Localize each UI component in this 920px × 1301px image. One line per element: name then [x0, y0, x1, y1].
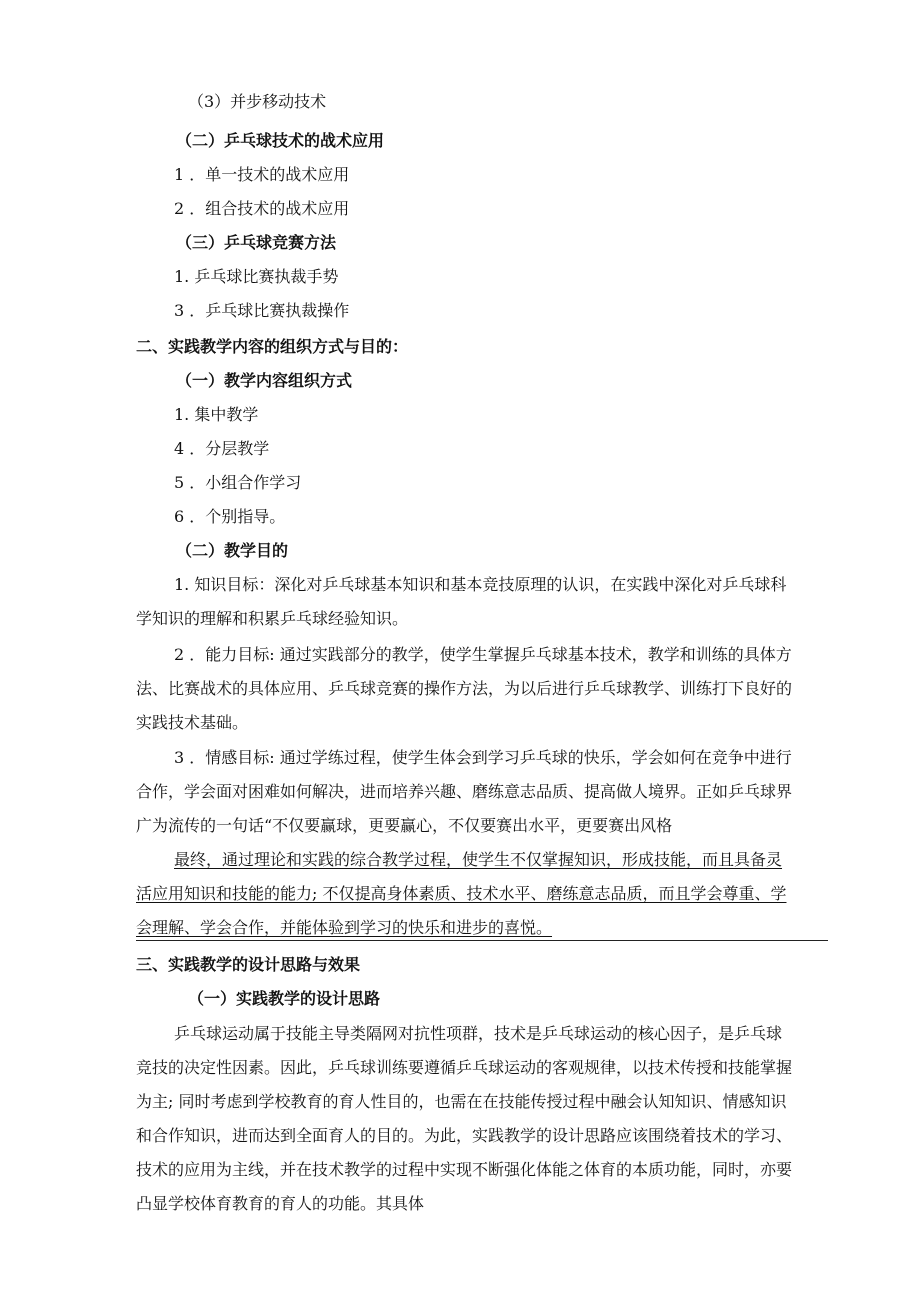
- list-item: 5 ．小组合作学习: [174, 473, 302, 492]
- paragraph-line: 2 ．能力目标: 通过实践部分的教学，使学生掌握乒乓球基本技术，教学和训练的具体方: [174, 645, 792, 664]
- paragraph-line: 凸显学校体育教育的育人的功能。其具体: [136, 1194, 425, 1213]
- paragraph-line: 3 ．情感目标: 通过学练过程，使学生体会到学习乒乓球的快乐，学会如何在竞争中进行: [174, 748, 792, 767]
- section-heading-2: 二、实践教学内容的组织方式与目的：: [136, 337, 409, 356]
- summary-paragraph-line: 会理解、学会合作，并能体验到学习的快乐和进步的喜悦。: [136, 918, 553, 937]
- paragraph-line: 为主; 同时考虑到学校教育的育人性目的，也需在在技能传授过程中融会认知知识、情感知识: [136, 1092, 787, 1111]
- list-item: 2 ．组合技术的战术应用: [174, 199, 350, 218]
- summary-paragraph-line: 最终，通过理论和实践的综合教学过程，使学生不仅掌握知识，形成技能，而且具备灵: [174, 850, 783, 869]
- paragraph-line: 竞技的决定性因素。因此，乒乓球训练要遵循乒乓球运动的客观规律，以技术传授和技能掌握: [136, 1058, 793, 1077]
- horizontal-divider: [136, 940, 828, 941]
- paragraph-line: 学知识的理解和积累乒乓球经验知识。: [136, 609, 409, 628]
- list-item: 4 ．分层教学: [174, 439, 270, 458]
- subsection-heading-design: （一）实践教学的设计思路: [188, 989, 381, 1008]
- section-heading-3: 三、实践教学的设计思路与效果: [136, 955, 361, 974]
- paragraph-line: 和合作知识，进而达到全面育人的目的。为此，实践教学的设计思路应该围绕着技术的学习、: [136, 1126, 793, 1145]
- subsection-heading-organization: （一）教学内容组织方式: [176, 371, 353, 390]
- subsection-heading-tactics: （二）乒乓球技术的战术应用: [176, 131, 385, 150]
- paragraph-line: 合作，学会面对困难如何解决，进而培养兴趣、磨练意志品质、提高做人境界。正如乒乓球界: [136, 782, 793, 801]
- summary-paragraph-line: 活应用知识和技能的能力; 不仅提高身体素质、技术水平、磨练意志品质，而且学会尊重、学: [136, 884, 787, 903]
- list-item: 3 ．乒乓球比赛执裁操作: [174, 301, 350, 320]
- list-item: 1. 集中教学: [174, 405, 259, 424]
- paragraph-line: 法、比赛战术的具体应用、乒乓球竞赛的操作方法，为以后进行乒乓球教学、训练打下良好的: [136, 679, 793, 698]
- list-item: 1 ．单一技术的战术应用: [174, 165, 350, 184]
- list-item: 6 ．个别指导。: [174, 507, 286, 526]
- paragraph-line: 乒乓球运动属于技能主导类隔网对抗性项群，技术是乒乓球运动的核心因子，是乒乓球: [174, 1024, 783, 1043]
- paragraph-line: 广为流传的一句话“不仅要赢球，更要赢心，不仅要赛出水平，更要赛出风格: [136, 816, 673, 835]
- subsection-heading-competition: （三）乒乓球竞赛方法: [176, 233, 337, 252]
- paragraph-line: 技术的应用为主线，并在技术教学的过程中实现不断强化体能之体育的本质功能，同时，亦要: [136, 1160, 793, 1179]
- paragraph-line: 1. 知识目标：深化对乒乓球基本知识和基本竞技原理的认识，在实践中深化对乒乓球科: [174, 575, 787, 594]
- paragraph-line: 实践技术基础。: [136, 713, 249, 732]
- subitem-3-side-step: （3）并步移动技术: [188, 92, 327, 111]
- subsection-heading-objectives: （二）教学目的: [176, 541, 289, 560]
- list-item: 1. 乒乓球比赛执裁手势: [174, 267, 339, 286]
